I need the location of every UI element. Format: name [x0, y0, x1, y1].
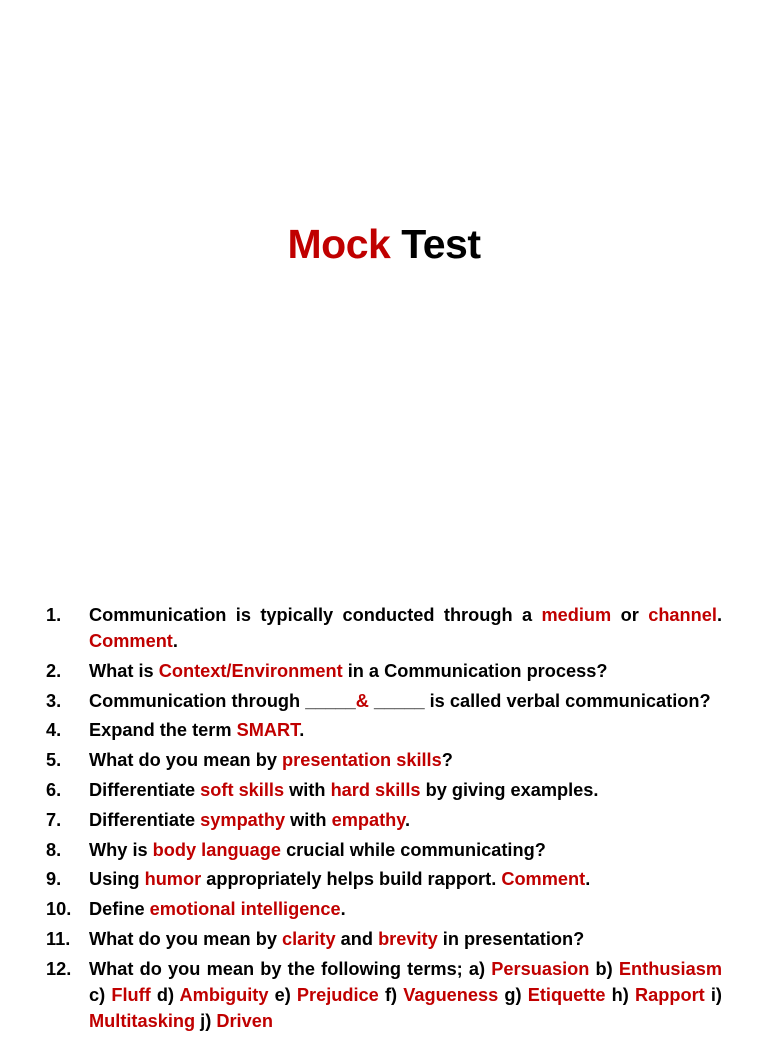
question-text — [89, 840, 546, 860]
question-text-segment: e) — [268, 984, 297, 1005]
question-text-segment: Expand the term — [89, 720, 237, 741]
question-text-segment: c) — [89, 984, 112, 1005]
question-text — [89, 605, 722, 651]
question-number: 6. — [46, 779, 62, 800]
question-text-segment: Differentiate — [89, 809, 201, 830]
question-item — [0, 688, 768, 714]
question-list — [0, 602, 768, 1038]
question-number: 12. — [46, 958, 72, 979]
question-text-segment: Communication is typically conducted through a — [89, 605, 542, 625]
question-item — [0, 896, 768, 922]
question-text-segment: Communication through _____ — [89, 690, 356, 711]
question-text — [89, 959, 722, 1031]
question-keyword: Multitasking — [89, 1010, 196, 1031]
question-text-segment: appropriately helps build rapport. — [201, 869, 502, 890]
question-number: 11. — [46, 928, 71, 949]
question-keyword: humor — [144, 869, 202, 890]
question-number: 3. — [46, 690, 62, 711]
question-text — [89, 661, 607, 681]
question-text-segment: Define — [89, 899, 150, 920]
question-text-segment: j) — [195, 1010, 217, 1031]
question-keyword: Context/Environment — [158, 660, 343, 681]
question-keyword: body language — [152, 839, 282, 860]
question-item — [0, 602, 768, 654]
question-text-segment: in presentation? — [437, 928, 585, 949]
question-keyword: Enthusiasm — [618, 958, 722, 979]
question-keyword: Etiquette — [527, 984, 606, 1005]
question-text-segment: d) — [150, 984, 180, 1005]
question-item — [0, 956, 768, 1034]
question-text-segment: g) — [498, 984, 528, 1005]
question-keyword: sympathy — [200, 809, 286, 830]
question-text-segment: and — [335, 928, 379, 949]
question-keyword: brevity — [378, 928, 438, 949]
question-keyword: Prejudice — [296, 984, 379, 1005]
question-text-segment: Differentiate — [89, 779, 201, 800]
question-text-segment: . — [172, 631, 178, 651]
question-text-segment: . — [405, 809, 411, 830]
question-keyword: presentation skills — [282, 750, 442, 771]
question-text-segment: What do you mean by — [89, 928, 283, 949]
question-number: 9. — [46, 869, 62, 890]
question-text — [89, 810, 410, 830]
question-keyword: soft skills — [200, 779, 285, 800]
question-text — [89, 899, 346, 919]
question-number: 8. — [46, 839, 62, 860]
question-keyword: empathy — [331, 809, 406, 830]
question-keyword: emotional intelligence — [149, 899, 341, 920]
question-text-segment: by giving examples. — [420, 779, 599, 800]
question-number: 7. — [46, 809, 62, 830]
question-keyword: hard skills — [330, 779, 421, 800]
question-item — [0, 866, 768, 892]
question-keyword: SMART — [236, 720, 300, 741]
page-title — [0, 218, 768, 270]
question-keyword: medium — [541, 605, 612, 625]
question-item — [0, 777, 768, 803]
question-text-segment: with — [284, 779, 331, 800]
question-item — [0, 717, 768, 743]
question-text-segment: i) — [704, 984, 722, 1005]
title-word: Test — [401, 221, 481, 267]
question-text — [89, 720, 304, 740]
question-text — [89, 780, 598, 800]
question-keyword: Comment — [501, 869, 586, 890]
question-text-segment: crucial while communicating? — [281, 839, 546, 860]
question-keyword: clarity — [282, 928, 336, 949]
question-keyword: & — [355, 690, 369, 711]
question-text-segment: . — [716, 605, 722, 625]
question-number: 1. — [46, 605, 62, 625]
question-keyword: Fluff — [111, 984, 151, 1005]
question-text-segment: . — [585, 869, 591, 890]
question-text-segment: ? — [441, 750, 453, 771]
question-keyword: Rapport — [635, 984, 705, 1005]
question-text-segment: Using — [89, 869, 145, 890]
question-keyword: Vagueness — [403, 984, 499, 1005]
question-text-segment: . — [340, 899, 346, 920]
question-text-segment: Why is — [89, 839, 153, 860]
question-text-segment: What do you mean by the following terms; a) — [89, 958, 492, 979]
question-item — [0, 837, 768, 863]
question-item — [0, 926, 768, 952]
question-keyword: Driven — [216, 1010, 273, 1031]
question-text — [89, 869, 590, 889]
question-text-segment: f) — [378, 984, 404, 1005]
question-text-segment: What do you mean by — [89, 750, 283, 771]
question-text-segment: b) — [589, 958, 619, 979]
title-accent-word: Mock — [287, 221, 391, 267]
question-text-segment: What is — [89, 660, 159, 681]
question-text — [89, 750, 453, 770]
question-text — [89, 929, 584, 949]
question-text-segment: h) — [605, 984, 635, 1005]
question-text-segment: . — [299, 720, 305, 741]
question-number: 5. — [46, 750, 62, 771]
question-number: 2. — [46, 660, 62, 681]
question-keyword: Comment — [89, 631, 173, 651]
question-item — [0, 747, 768, 773]
question-keyword: Persuasion — [491, 958, 590, 979]
question-number: 4. — [46, 720, 62, 741]
question-item — [0, 807, 768, 833]
question-keyword: channel — [648, 605, 717, 625]
question-text-segment: in a Communication process? — [342, 660, 608, 681]
question-text-segment: _____ is called verbal communication? — [368, 690, 711, 711]
question-text-segment: with — [285, 809, 332, 830]
question-item — [0, 658, 768, 684]
question-text-segment: or — [611, 605, 649, 625]
question-number: 10. — [46, 899, 72, 920]
question-text — [89, 691, 711, 711]
question-keyword: Ambiguity — [179, 984, 269, 1005]
